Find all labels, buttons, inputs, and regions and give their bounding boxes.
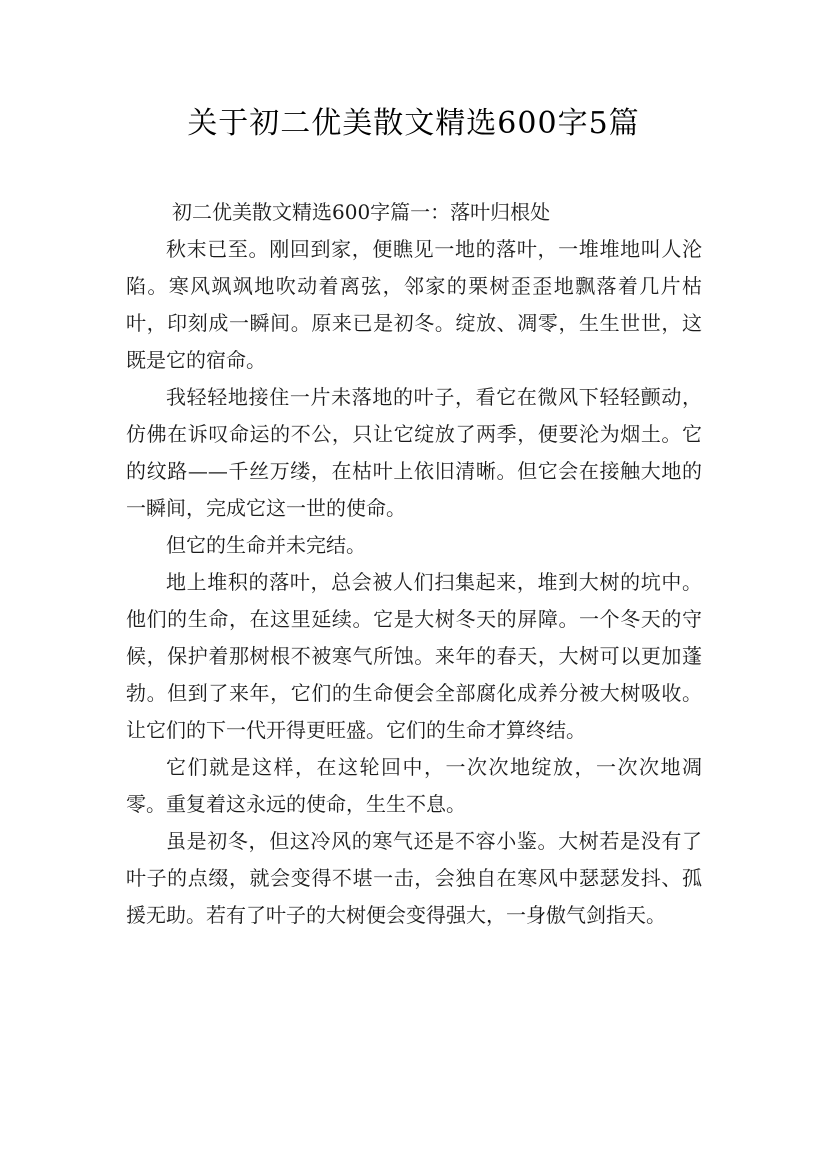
section-heading: 初二优美散文精选600字篇一：落叶归根处 bbox=[172, 200, 551, 224]
paragraph: 它们就是这样，在这轮回中，一次次地绽放，一次次地凋零。重复着这永远的使命，生生不息。 bbox=[126, 755, 702, 816]
document-title: 关于初二优美散文精选600字5篇 bbox=[187, 106, 640, 141]
paragraph: 但它的生命并未完结。 bbox=[166, 533, 366, 557]
paragraph: 虽是初冬，但这冷风的寒气还是不容小鉴。大树若是没有了叶子的点缀，就会变得不堪一击，会独自在寒风中瑟瑟发抖、孤援无助。若有了叶子的大树便会变得强大，一身傲气剑指天。 bbox=[126, 829, 702, 927]
document-body bbox=[126, 194, 702, 934]
paragraph: 秋末已至。刚回到家，便瞧见一地的落叶，一堆堆地叫人沦陷。寒风飒飒地吹动着离弦，邻家的栗树歪歪地飘落着几片枯叶，印刻成一瞬间。原来已是初冬。绽放、凋零，生生世世，这既是它的宿命。 bbox=[126, 237, 702, 372]
paragraph: 我轻轻地接住一片未落地的叶子，看它在微风下轻轻颤动，仿佛在诉叹命运的不公，只让它绽放了两季，便要沦为烟土。它的纹路——千丝万缕，在枯叶上依旧清晰。但它会在接触大地的一瞬间，完成它这一世的使命。 bbox=[126, 385, 702, 520]
paragraph: 地上堆积的落叶，总会被人们扫集起来，堆到大树的坑中。他们的生命，在这里延续。它是大树冬天的屏障。一个冬天的守候，保护着那树根不被寒气所蚀。来年的春天，大树可以更加蓬勃。但到了来年，它们的生命便会全部腐化成养分被大树吸收。让它们的下一代开得更旺盛。它们的生命才算终结。 bbox=[126, 570, 702, 742]
